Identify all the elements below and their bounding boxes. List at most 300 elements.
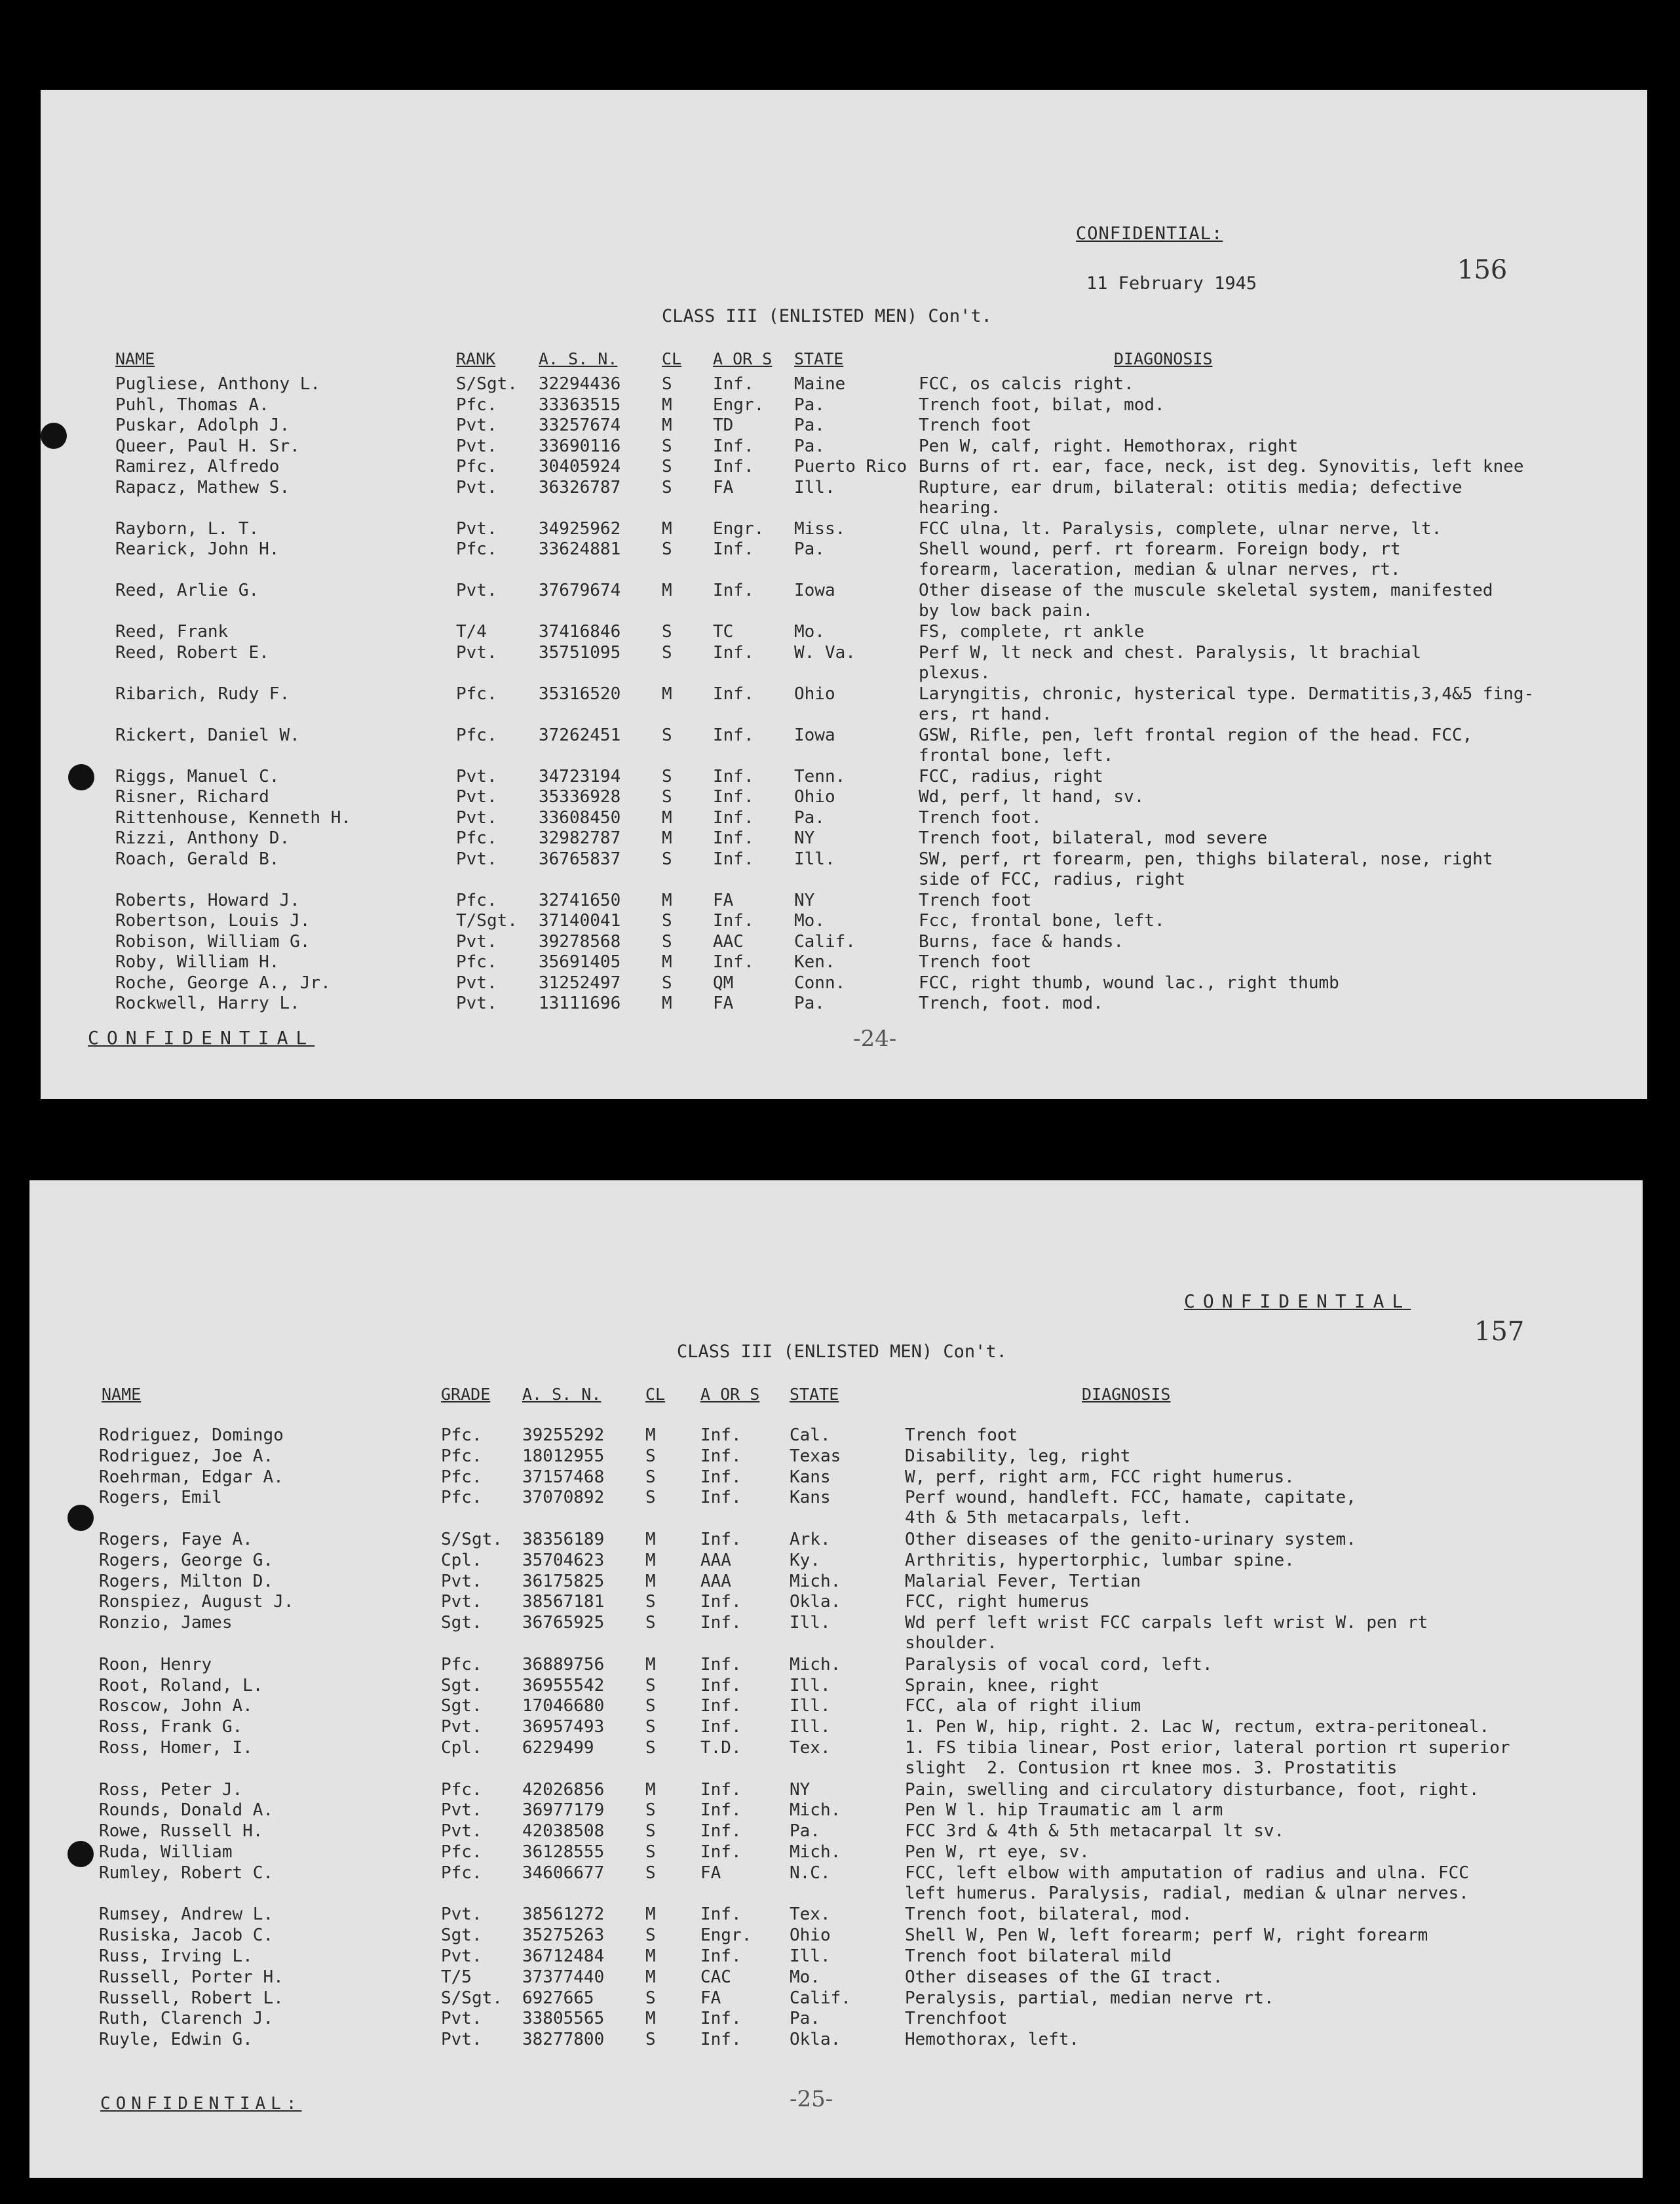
- cell-state: Pa.: [790, 1821, 820, 1842]
- cell-state: Mich.: [790, 1571, 841, 1591]
- cell-asn: 33363515: [539, 395, 621, 415]
- cell-state: NY: [794, 828, 815, 848]
- cell-cl: M: [662, 416, 672, 435]
- cell-diagnosis: 1. FS tibia linear, Post erior, lateral portion rt superior slight 2. Contusion rt knee mos. 3. Prostatitis: [905, 1738, 1510, 1778]
- cell-rank: Pvt.: [456, 849, 497, 869]
- cell-diagnosis: Trenchfoot: [905, 2009, 1008, 2029]
- cell-state: Ohio: [794, 787, 835, 807]
- header-state: STATE: [794, 349, 844, 368]
- cell-cl: S: [645, 1717, 656, 1737]
- cell-branch: QM: [713, 973, 734, 993]
- cell-cl: M: [662, 518, 672, 539]
- header-state: STATE: [790, 1385, 839, 1404]
- cell-cl: M: [662, 807, 672, 828]
- cell-asn: 37679674: [539, 581, 621, 600]
- cell-branch: Inf.: [713, 581, 754, 600]
- header-diagnosis: DIAGONOSIS: [1114, 349, 1213, 368]
- cell-state: Ohio: [790, 1925, 831, 1946]
- cell-state: Miss.: [794, 518, 846, 539]
- cell-diagnosis: GSW, Rifle, pen, left frontal region of the head. FCC, frontal bone, left.: [919, 725, 1473, 765]
- cell-cl: S: [662, 787, 672, 807]
- cell-state: Ill.: [790, 1717, 831, 1737]
- cell-branch: FA: [713, 477, 734, 497]
- cell-cl: S: [662, 725, 672, 745]
- header-diagnosis: DIAGNOSIS: [1082, 1385, 1171, 1404]
- cell-rank: Cpl.: [441, 1738, 482, 1758]
- cell-state: Pa.: [794, 416, 825, 435]
- cell-diagnosis: Fcc, frontal bone, left.: [919, 911, 1165, 931]
- cell-state: Ill.: [794, 477, 835, 497]
- cell-state: Iowa: [794, 581, 835, 600]
- cell-rank: Pfc.: [456, 395, 497, 415]
- cell-asn: 6229499: [522, 1738, 594, 1758]
- cell-diagnosis: Rupture, ear drum, bilateral: otitis media; defective hearing.: [919, 477, 1462, 518]
- cell-asn: 30405924: [539, 457, 621, 476]
- cell-asn: 33624881: [539, 539, 621, 559]
- cell-asn: 37070892: [522, 1488, 605, 1508]
- header-asn: A. S. N.: [539, 349, 618, 368]
- cell-rank: Pfc.: [456, 457, 497, 476]
- cell-diagnosis: Pain, swelling and circulatory disturbance, foot, right.: [905, 1779, 1480, 1800]
- cell-rank: Pvt.: [456, 416, 497, 435]
- cell-name: Rodriguez, Joe A.: [99, 1446, 274, 1466]
- cell-branch: Inf.: [713, 766, 754, 786]
- punch-hole: [41, 423, 67, 449]
- footer-page-number: -24-: [853, 1026, 897, 1052]
- cell-name: Rizzi, Anthony D.: [115, 828, 290, 848]
- cell-name: Ramirez, Alfredo: [115, 457, 280, 476]
- cell-branch: Inf.: [700, 1696, 742, 1716]
- cell-branch: Inf.: [700, 1613, 742, 1633]
- cell-branch: Inf.: [713, 807, 754, 828]
- cell-name: Robertson, Louis J.: [115, 911, 311, 931]
- cell-branch: TD: [713, 416, 734, 435]
- cell-branch: TC: [713, 622, 734, 642]
- cell-diagnosis: FCC, ala of right ilium: [905, 1696, 1141, 1716]
- cell-rank: Pvt.: [441, 1821, 482, 1842]
- cell-state: Tex.: [790, 1738, 831, 1758]
- cell-diagnosis: Burns of rt. ear, face, neck, ist deg. Synovitis, left knee: [919, 457, 1524, 476]
- cell-branch: Inf.: [713, 436, 754, 456]
- cell-cl: M: [645, 1550, 656, 1570]
- cell-branch: Inf.: [713, 828, 754, 848]
- cell-diagnosis: 1. Pen W, hip, right. 2. Lac W, rectum, extra-peritoneal.: [905, 1717, 1490, 1737]
- cell-name: Roehrman, Edgar A.: [99, 1467, 284, 1487]
- cell-rank: S/Sgt.: [456, 374, 518, 394]
- cell-state: Pa.: [794, 539, 825, 559]
- cell-cl: M: [662, 994, 672, 1013]
- cell-branch: Inf.: [713, 849, 754, 869]
- cell-diagnosis: Wd, perf, lt hand, sv.: [919, 787, 1145, 807]
- cell-asn: 38277800: [522, 2030, 605, 2050]
- cell-branch: AAC: [713, 931, 744, 952]
- cell-state: Ill.: [790, 1946, 831, 1966]
- cell-name: Rumley, Robert C.: [99, 1863, 274, 1883]
- cell-name: Rogers, Emil: [99, 1488, 222, 1508]
- cell-rank: Pfc.: [456, 539, 497, 559]
- cell-diagnosis: SW, perf, rt forearm, pen, thighs bilateral, nose, right side of FCC, radius, right: [919, 849, 1493, 889]
- cell-name: Rapacz, Mathew S.: [115, 477, 290, 497]
- cell-branch: FA: [700, 1988, 721, 2008]
- cell-asn: 6927665: [522, 1988, 594, 2008]
- document-page-156: [41, 90, 1647, 1099]
- cell-cl: M: [645, 1425, 656, 1445]
- cell-state: Mich.: [790, 1654, 841, 1674]
- cell-branch: Inf.: [700, 2009, 742, 2029]
- cell-branch: Inf.: [700, 1800, 742, 1821]
- cell-asn: 38567181: [522, 1592, 605, 1612]
- cell-name: Rogers, Milton D.: [99, 1571, 274, 1591]
- cell-diagnosis: Perf wound, handleft. FCC, hamate, capitate, 4th & 5th metacarpals, left.: [905, 1488, 1356, 1528]
- cell-rank: T/4: [456, 622, 487, 642]
- cell-branch: Inf.: [700, 1675, 742, 1695]
- cell-name: Ruth, Clarench J.: [99, 2009, 274, 2029]
- cell-name: Rearick, John H.: [115, 539, 280, 559]
- cell-state: Pa.: [794, 807, 825, 828]
- cell-asn: 36889756: [522, 1654, 605, 1674]
- cell-branch: FA: [713, 994, 734, 1013]
- cell-branch: Inf.: [713, 374, 754, 394]
- cell-rank: Pvt.: [441, 1946, 482, 1966]
- header-cl: CL: [662, 349, 682, 368]
- cell-cl: S: [645, 1696, 656, 1716]
- header-name: NAME: [102, 1385, 142, 1404]
- cell-diagnosis: Trench foot: [919, 416, 1032, 435]
- cell-asn: 36977179: [522, 1800, 605, 1821]
- cell-state: Ark.: [790, 1530, 831, 1549]
- cell-cl: M: [645, 1779, 656, 1800]
- cell-asn: 36765925: [522, 1613, 605, 1633]
- cell-diagnosis: Trench foot.: [919, 807, 1042, 828]
- cell-asn: 35336928: [539, 787, 621, 807]
- cell-asn: 36326787: [539, 477, 621, 497]
- cell-rank: Sgt.: [441, 1925, 482, 1946]
- cell-rank: Pvt.: [441, 1592, 482, 1612]
- cell-cl: S: [645, 1842, 656, 1862]
- cell-rank: Pvt.: [456, 766, 497, 786]
- cell-cl: M: [662, 828, 672, 848]
- cell-rank: Sgt.: [441, 1696, 482, 1716]
- cell-diagnosis: FCC, radius, right: [919, 766, 1103, 786]
- cell-cl: S: [645, 1675, 656, 1695]
- cell-name: Rowe, Russell H.: [99, 1821, 263, 1842]
- cell-name: Rogers, George G.: [99, 1550, 274, 1570]
- cell-state: Iowa: [794, 725, 835, 745]
- punch-hole: [67, 1505, 94, 1531]
- cell-cl: S: [662, 931, 672, 952]
- cell-branch: Inf.: [700, 1654, 742, 1674]
- cell-cl: M: [662, 952, 672, 972]
- cell-branch: Engr.: [713, 395, 765, 415]
- cell-rank: Pfc.: [456, 684, 497, 704]
- cell-name: Russell, Porter H.: [99, 1967, 284, 1987]
- cell-state: Calif.: [790, 1988, 851, 2008]
- confidential-header: CONFIDENTIAL: [1184, 1290, 1411, 1312]
- cell-asn: 34925962: [539, 518, 621, 539]
- cell-asn: 35316520: [539, 684, 621, 704]
- cell-state: Ill.: [790, 1675, 831, 1695]
- cell-branch: Inf.: [713, 725, 754, 745]
- confidential-footer: CONFIDENTIAL:: [100, 2094, 302, 2114]
- cell-state: Texas: [790, 1446, 841, 1466]
- cell-branch: Inf.: [713, 642, 754, 663]
- cell-state: Maine: [794, 374, 846, 394]
- cell-cl: S: [645, 1800, 656, 1821]
- cell-rank: Pvt.: [441, 1800, 482, 1821]
- cell-cl: S: [662, 766, 672, 786]
- cell-diagnosis: Hemothorax, left.: [905, 2030, 1080, 2050]
- cell-name: Rockwell, Harry L.: [115, 994, 300, 1013]
- cell-rank: Pvt.: [441, 2030, 482, 2050]
- cell-branch: Inf.: [713, 457, 754, 476]
- cell-diagnosis: Trench foot: [919, 952, 1032, 972]
- cell-name: Rodriguez, Domingo: [99, 1425, 284, 1445]
- cell-diagnosis: FCC, right humerus: [905, 1592, 1090, 1612]
- header-name: NAME: [115, 349, 155, 368]
- cell-rank: Pvt.: [441, 1717, 482, 1737]
- cell-name: Reed, Robert E.: [115, 642, 269, 663]
- cell-diagnosis: FCC, left elbow with amputation of radius and ulna. FCC left humerus. Paralysis, radial, median & ulnar nerves.: [905, 1863, 1469, 1903]
- cell-branch: T.D.: [700, 1738, 742, 1758]
- cell-asn: 35275263: [522, 1925, 605, 1946]
- cell-rank: S/Sgt.: [441, 1988, 503, 2008]
- cell-rank: Pfc.: [441, 1446, 482, 1466]
- cell-diagnosis: FS, complete, rt ankle: [919, 622, 1145, 642]
- cell-name: Robison, William G.: [115, 931, 311, 952]
- cell-diagnosis: Trench foot, bilateral, mod.: [905, 1904, 1193, 1925]
- cell-branch: Inf.: [700, 1904, 742, 1925]
- cell-asn: 33690116: [539, 436, 621, 456]
- cell-name: Ruyle, Edwin G.: [99, 2030, 253, 2050]
- cell-state: N.C.: [790, 1863, 831, 1883]
- cell-asn: 37157468: [522, 1467, 605, 1487]
- cell-state: Conn.: [794, 973, 846, 993]
- cell-cl: M: [645, 1946, 656, 1966]
- cell-asn: 37377440: [522, 1967, 605, 1987]
- cell-state: NY: [794, 890, 815, 910]
- cell-name: Puskar, Adolph J.: [115, 416, 290, 435]
- cell-state: Mich.: [790, 1842, 841, 1862]
- cell-rank: Pvt.: [456, 994, 497, 1013]
- header-aors: A OR S: [713, 349, 773, 368]
- cell-state: Pa.: [790, 2009, 820, 2029]
- cell-state: Ill.: [790, 1696, 831, 1716]
- cell-branch: Inf.: [700, 1717, 742, 1737]
- punch-hole: [68, 764, 94, 790]
- cell-rank: Pfc.: [441, 1863, 482, 1883]
- cell-state: Pa.: [794, 436, 825, 456]
- cell-asn: 32982787: [539, 828, 621, 848]
- document-page-157: [29, 1180, 1643, 2178]
- cell-state: Ohio: [794, 684, 835, 704]
- cell-state: Ky.: [790, 1550, 820, 1570]
- cell-cl: M: [645, 2009, 656, 2029]
- cell-diagnosis: Trench foot, bilateral, mod severe: [919, 828, 1268, 848]
- cell-branch: AAA: [700, 1550, 731, 1570]
- cell-state: Tenn.: [794, 766, 846, 786]
- cell-asn: 37262451: [539, 725, 621, 745]
- cell-rank: Cpl.: [441, 1550, 482, 1570]
- cell-name: Rumsey, Andrew L.: [99, 1904, 274, 1925]
- cell-diagnosis: Trench, foot. mod.: [919, 994, 1103, 1013]
- cell-name: Root, Roland, L.: [99, 1675, 263, 1695]
- cell-cl: S: [645, 1613, 656, 1633]
- cell-branch: Inf.: [700, 1592, 742, 1612]
- cell-asn: 37140041: [539, 911, 621, 931]
- cell-cl: S: [662, 457, 672, 476]
- cell-rank: Pvt.: [456, 581, 497, 600]
- cell-rank: Pfc.: [441, 1425, 482, 1445]
- cell-diagnosis: Trench foot bilateral mild: [905, 1946, 1172, 1966]
- cell-rank: T/5: [441, 1967, 472, 1987]
- document-date: 11 February 1945: [1086, 273, 1257, 294]
- cell-state: W. Va.: [794, 642, 856, 663]
- cell-diagnosis: FCC, os calcis right.: [919, 374, 1134, 394]
- cell-diagnosis: Other diseases of the GI tract.: [905, 1967, 1223, 1987]
- cell-cl: S: [662, 622, 672, 642]
- cell-diagnosis: Arthritis, hypertorphic, lumbar spine.: [905, 1550, 1295, 1570]
- header-aors: A OR S: [700, 1385, 760, 1404]
- cell-diagnosis: Burns, face & hands.: [919, 931, 1124, 952]
- cell-name: Ross, Homer, I.: [99, 1738, 253, 1758]
- cell-asn: 31252497: [539, 973, 621, 993]
- cell-cl: S: [662, 642, 672, 663]
- cell-diagnosis: Sprain, knee, right: [905, 1675, 1100, 1695]
- cell-asn: 13111696: [539, 994, 621, 1013]
- cell-cl: S: [645, 1863, 656, 1883]
- cell-diagnosis: FCC, right thumb, wound lac., right thumb: [919, 973, 1339, 993]
- cell-name: Rickert, Daniel W.: [115, 725, 300, 745]
- cell-rank: Pvt.: [456, 931, 497, 952]
- cell-name: Reed, Frank: [115, 622, 229, 642]
- cell-diagnosis: Trench foot: [919, 890, 1032, 910]
- header-grade: GRADE: [441, 1385, 491, 1404]
- cell-asn: 36712484: [522, 1946, 605, 1966]
- cell-asn: 35691405: [539, 952, 621, 972]
- cell-state: Ill.: [790, 1613, 831, 1633]
- cell-name: Risner, Richard: [115, 787, 269, 807]
- cell-cl: M: [662, 890, 672, 910]
- cell-cl: S: [662, 374, 672, 394]
- class-title: CLASS III (ENLISTED MEN) Con't.: [677, 1342, 1007, 1362]
- cell-branch: Inf.: [700, 1842, 742, 1862]
- cell-rank: Pvt.: [456, 436, 497, 456]
- cell-name: Rayborn, L. T.: [115, 518, 259, 539]
- cell-branch: FA: [713, 890, 734, 910]
- cell-cl: M: [645, 1904, 656, 1925]
- cell-diagnosis: FCC 3rd & 4th & 5th metacarpal lt sv.: [905, 1821, 1285, 1842]
- cell-rank: Pfc.: [441, 1842, 482, 1862]
- cell-asn: 36175825: [522, 1571, 605, 1591]
- cell-cl: S: [662, 539, 672, 559]
- cell-branch: Inf.: [713, 952, 754, 972]
- cell-asn: 39278568: [539, 931, 621, 952]
- cell-branch: Inf.: [700, 2030, 742, 2050]
- cell-diagnosis: FCC ulna, lt. Paralysis, complete, ulnar nerve, lt.: [919, 518, 1442, 539]
- cell-asn: 33805565: [522, 2009, 605, 2029]
- cell-diagnosis: Shell wound, perf. rt forearm. Foreign body, rt forearm, laceration, median & ulnar nerves, rt.: [919, 539, 1401, 579]
- cell-state: Kans: [790, 1488, 831, 1508]
- cell-branch: Inf.: [700, 1467, 742, 1487]
- cell-branch: Inf.: [713, 539, 754, 559]
- cell-diagnosis: Other diseases of the genito-urinary system.: [905, 1530, 1356, 1549]
- cell-branch: Inf.: [713, 684, 754, 704]
- cell-cl: S: [645, 1467, 656, 1487]
- cell-cl: M: [662, 684, 672, 704]
- cell-name: Roach, Gerald B.: [115, 849, 280, 869]
- cell-asn: 32294436: [539, 374, 621, 394]
- cell-diagnosis: Pen W, calf, right. Hemothorax, right: [919, 436, 1299, 456]
- cell-cl: M: [645, 1654, 656, 1674]
- cell-branch: CAC: [700, 1967, 731, 1987]
- page-number: 156: [1457, 255, 1508, 285]
- cell-state: Puerto Rico: [794, 457, 907, 476]
- cell-cl: S: [645, 1925, 656, 1946]
- cell-cl: S: [662, 911, 672, 931]
- cell-state: Tex.: [790, 1904, 831, 1925]
- cell-cl: S: [645, 1821, 656, 1842]
- cell-state: Mich.: [790, 1800, 841, 1821]
- cell-name: Roby, William H.: [115, 952, 280, 972]
- cell-asn: 42026856: [522, 1779, 605, 1800]
- cell-name: Pugliese, Anthony L.: [115, 374, 321, 394]
- cell-asn: 35704623: [522, 1550, 605, 1570]
- cell-state: Mo.: [794, 911, 825, 931]
- cell-rank: Sgt.: [441, 1613, 482, 1633]
- cell-branch: Inf.: [700, 1779, 742, 1800]
- class-title: CLASS III (ENLISTED MEN) Con't.: [662, 306, 992, 326]
- cell-name: Ross, Frank G.: [99, 1717, 243, 1737]
- cell-rank: Pvt.: [441, 2009, 482, 2029]
- cell-diagnosis: Perf W, lt neck and chest. Paralysis, lt brachial plexus.: [919, 642, 1422, 683]
- cell-asn: 39255292: [522, 1425, 605, 1445]
- cell-state: Kans: [790, 1467, 831, 1487]
- cell-state: Pa.: [794, 395, 825, 415]
- cell-rank: Pvt.: [456, 477, 497, 497]
- cell-cl: S: [645, 2030, 656, 2050]
- cell-state: Mo.: [790, 1967, 820, 1987]
- cell-rank: Pfc.: [456, 952, 497, 972]
- page-number: 157: [1474, 1317, 1525, 1347]
- cell-branch: FA: [700, 1863, 721, 1883]
- cell-diagnosis: Trench foot: [905, 1425, 1018, 1445]
- footer-page-number: -25-: [790, 2086, 833, 2112]
- cell-asn: 33608450: [539, 807, 621, 828]
- cell-branch: AAA: [700, 1571, 731, 1591]
- cell-cl: S: [662, 477, 672, 497]
- cell-name: Riggs, Manuel C.: [115, 766, 280, 786]
- cell-name: Roscow, John A.: [99, 1696, 253, 1716]
- cell-state: Pa.: [794, 994, 825, 1013]
- cell-diagnosis: Malarial Fever, Tertian: [905, 1571, 1141, 1591]
- cell-branch: Inf.: [700, 1946, 742, 1966]
- cell-name: Roche, George A., Jr.: [115, 973, 331, 993]
- cell-name: Roberts, Howard J.: [115, 890, 300, 910]
- cell-cl: S: [645, 1988, 656, 2008]
- cell-branch: Inf.: [700, 1446, 742, 1466]
- cell-name: Russ, Irving L.: [99, 1946, 253, 1966]
- cell-asn: 36955542: [522, 1675, 605, 1695]
- cell-cl: S: [662, 849, 672, 869]
- cell-branch: Inf.: [700, 1488, 742, 1508]
- cell-cl: M: [645, 1967, 656, 1987]
- cell-name: Ronspiez, August J.: [99, 1592, 294, 1612]
- cell-diagnosis: Pen W l. hip Traumatic am l arm: [905, 1800, 1223, 1821]
- cell-name: Russell, Robert L.: [99, 1988, 284, 2008]
- cell-diagnosis: Disability, leg, right: [905, 1446, 1131, 1466]
- cell-rank: Pvt.: [441, 1904, 482, 1925]
- cell-name: Rounds, Donald A.: [99, 1800, 274, 1821]
